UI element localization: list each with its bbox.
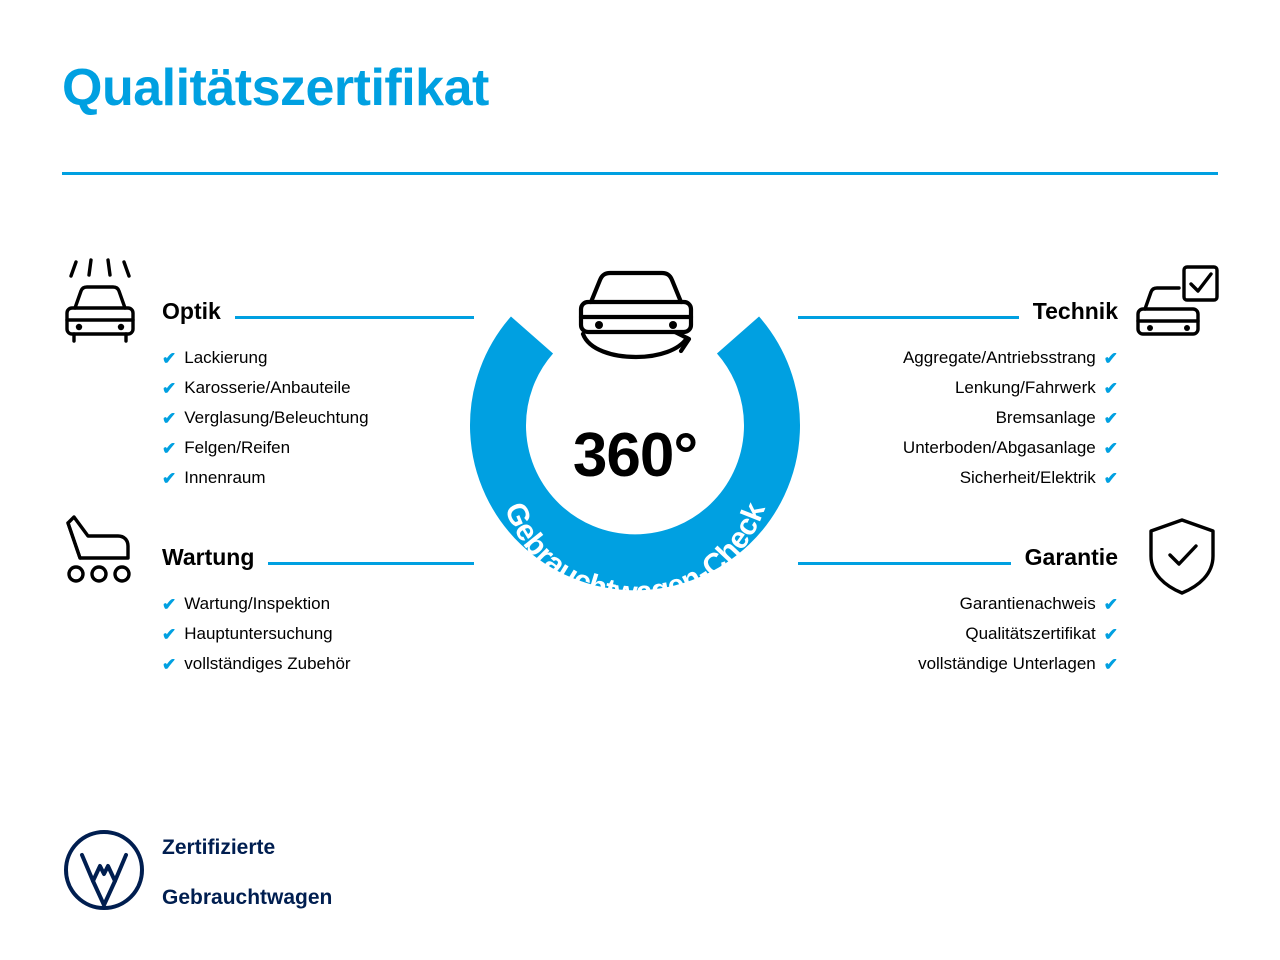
section-technik-list xyxy=(798,343,1118,493)
car-rotate-icon xyxy=(563,250,709,365)
list-item xyxy=(162,649,474,679)
section-optik-list xyxy=(162,343,474,493)
page-title: Qualitätszertifikat xyxy=(62,59,489,117)
list-item-label: Garantienachweis xyxy=(959,594,1096,613)
list-item-label: Wartung/Inspektion xyxy=(184,594,331,613)
list-item-label: Hauptuntersuchung xyxy=(184,624,333,643)
check-icon: ✔ xyxy=(1103,654,1118,674)
car-lift-icon xyxy=(58,510,144,597)
list-item-label: Bremsanlage xyxy=(995,408,1096,427)
vw-logo-icon xyxy=(62,828,146,917)
section-wartung-list xyxy=(162,589,474,679)
section-garantie xyxy=(798,546,1118,695)
section-technik-divider xyxy=(798,316,1019,319)
footer-logo xyxy=(62,810,332,935)
check-icon: ✔ xyxy=(162,348,177,368)
list-item-label: Lenkung/Fahrwerk xyxy=(954,378,1096,397)
list-item xyxy=(162,373,474,403)
list-item xyxy=(798,619,1118,649)
section-garantie-title: Garantie xyxy=(1024,544,1118,570)
ring-label: Gebrauchtwagen-Check xyxy=(497,497,772,610)
list-item xyxy=(798,403,1118,433)
section-optik xyxy=(162,300,474,509)
section-optik-header xyxy=(162,300,474,325)
list-item xyxy=(162,463,474,493)
check-icon: ✔ xyxy=(1103,408,1118,428)
section-wartung xyxy=(162,546,474,695)
list-item xyxy=(162,403,474,433)
list-item-label: Karosserie/Anbauteile xyxy=(184,378,351,397)
check-icon: ✔ xyxy=(162,378,177,398)
list-item xyxy=(162,433,474,463)
list-item xyxy=(162,343,474,373)
check-icon: ✔ xyxy=(1103,594,1118,614)
car-wash-icon xyxy=(58,258,144,355)
list-item xyxy=(162,619,474,649)
section-technik xyxy=(798,300,1118,509)
check-icon: ✔ xyxy=(162,438,177,458)
list-item-label: vollständiges Zubehör xyxy=(184,654,351,673)
check-icon: ✔ xyxy=(162,624,177,644)
check-icon: ✔ xyxy=(162,408,177,428)
car-checkmark-icon xyxy=(1135,265,1221,352)
section-wartung-divider xyxy=(268,562,474,565)
check-icon: ✔ xyxy=(162,594,177,614)
footer-logo-text xyxy=(162,810,332,935)
section-wartung-header xyxy=(162,546,474,571)
list-item-label: Qualitätszertifikat xyxy=(965,624,1096,643)
section-garantie-header xyxy=(798,546,1118,571)
section-optik-divider xyxy=(235,316,474,319)
list-item-label: Lackierung xyxy=(184,348,268,367)
footer-logo-line2: Gebrauchtwagen xyxy=(162,886,333,909)
list-item-label: Unterboden/Abgasanlage xyxy=(902,438,1096,457)
list-item xyxy=(798,343,1118,373)
check-icon: ✔ xyxy=(1103,438,1118,458)
check-icon: ✔ xyxy=(1103,624,1118,644)
check-icon: ✔ xyxy=(1103,468,1118,488)
section-garantie-list xyxy=(798,589,1118,679)
list-item xyxy=(798,589,1118,619)
list-item-label: Sicherheit/Elektrik xyxy=(959,468,1096,487)
title-divider xyxy=(62,172,1218,175)
list-item-label: Verglasung/Beleuchtung xyxy=(184,408,369,427)
check-icon: ✔ xyxy=(162,468,177,488)
list-item xyxy=(162,589,474,619)
list-item-label: Felgen/Reifen xyxy=(184,438,291,457)
section-optik-title: Optik xyxy=(162,298,221,324)
gebrauchtwagen-check-badge xyxy=(455,250,815,620)
shield-check-icon xyxy=(1145,516,1219,603)
check-icon: ✔ xyxy=(162,654,177,674)
section-garantie-divider xyxy=(798,562,1011,565)
list-item xyxy=(798,649,1118,679)
check-icon: ✔ xyxy=(1103,348,1118,368)
footer-logo-line1: Zertifizierte xyxy=(162,836,276,859)
check-icon: ✔ xyxy=(1103,378,1118,398)
list-item-label: Aggregate/Antriebsstrang xyxy=(902,348,1096,367)
list-item xyxy=(798,433,1118,463)
section-technik-title: Technik xyxy=(1032,298,1118,324)
list-item-label: vollständige Unterlagen xyxy=(918,654,1096,673)
section-technik-header xyxy=(798,300,1118,325)
list-item-label: Innenraum xyxy=(184,468,266,487)
list-item xyxy=(798,463,1118,493)
section-wartung-title: Wartung xyxy=(162,544,255,570)
list-item xyxy=(798,373,1118,403)
badge-value: 360° xyxy=(572,421,698,490)
